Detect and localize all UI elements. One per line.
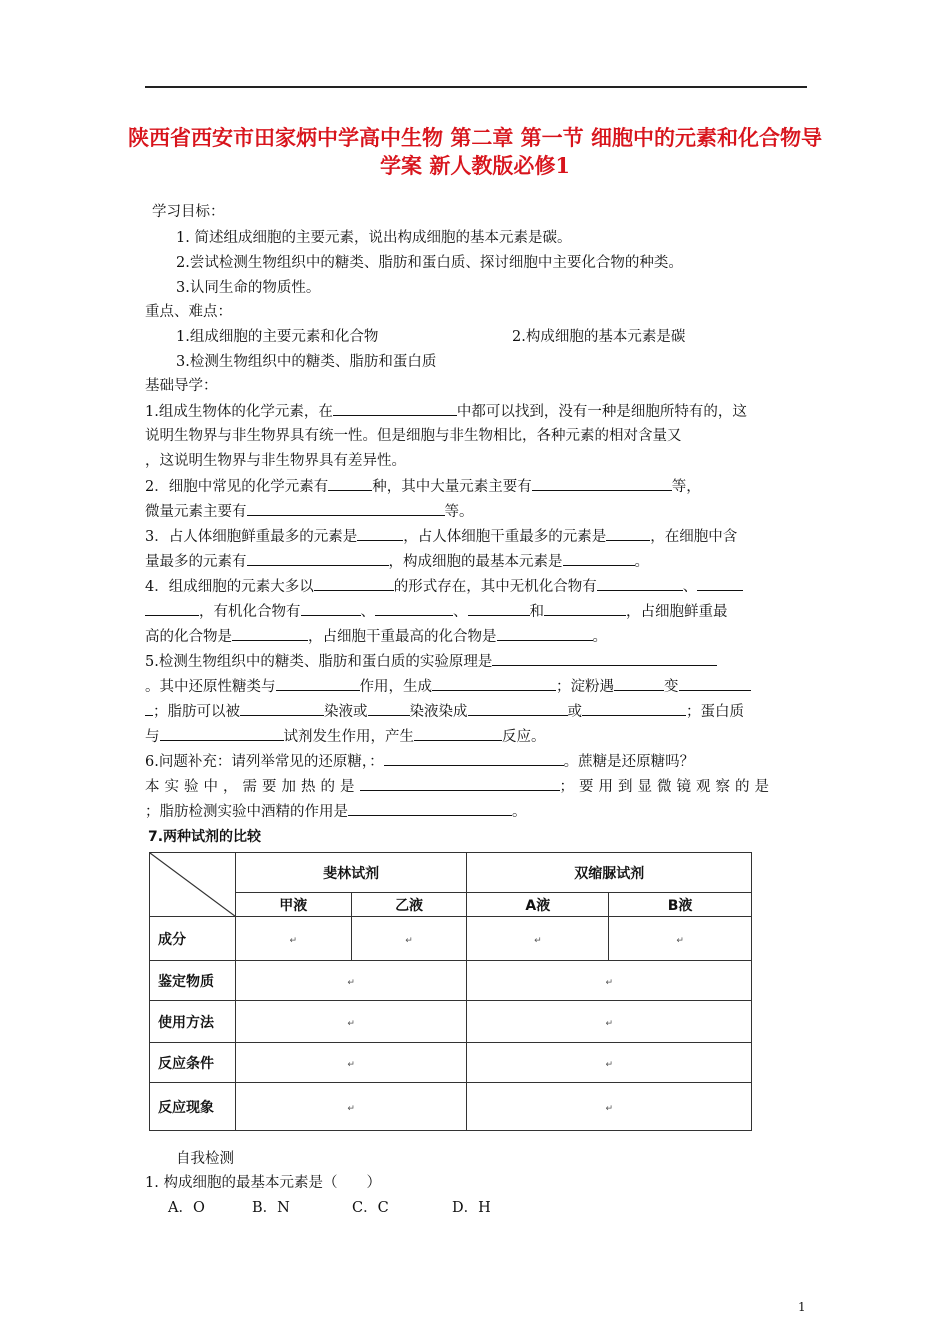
table-cell[interactable]: ↵ [467, 1083, 752, 1131]
question-4-line-1: 4．组成细胞的元素大多以 的形式存在，其中无机化合物有 、 [145, 576, 743, 597]
answer-blank[interactable] [468, 701, 568, 716]
option-c[interactable]: C．C [352, 1200, 389, 1216]
question-1-line-2: 说明生物界与非生物界具有统一性。但是细胞与非生物相比，各种元素的相对含量又 [145, 428, 682, 444]
question-6-line-2: 本实验中，需要加热的是 ；要用到显微镜观察的是 [145, 776, 774, 797]
table-title: 7.两种试剂的比较 [148, 829, 262, 845]
table-cell[interactable]: ↵ [467, 1043, 752, 1083]
answer-blank[interactable] [360, 776, 560, 791]
answer-blank[interactable] [348, 801, 512, 816]
row-head-usage: 使用方法 [150, 1001, 236, 1043]
answer-blank[interactable] [301, 601, 361, 616]
answer-blank[interactable] [276, 676, 360, 691]
option-d[interactable]: D．H [452, 1200, 491, 1216]
basics-heading: 基础导学： [145, 378, 218, 394]
question-5-line-1: 5.检测生物组织中的糖类、脂肪和蛋白质的实验原理是 [145, 651, 717, 672]
answer-blank[interactable] [232, 626, 308, 641]
answer-blank[interactable] [328, 476, 372, 491]
answer-blank[interactable] [606, 526, 650, 541]
question-2-line-1: 2．细胞中常见的化学元素有 种，其中大量元素主要有 等， [145, 476, 701, 497]
answer-blank[interactable] [468, 601, 530, 616]
table-cell[interactable]: ↵ [235, 1043, 467, 1083]
question-3-line-1: 3．占人体细胞鲜重最多的元素是 ，占人体细胞干重最多的元素是 ，在细胞中含 [145, 526, 737, 547]
question-4-line-2: ，有机化合物有 、 、 和 ，占细胞鲜重最 [145, 601, 728, 622]
table-cell[interactable]: ↵ [609, 917, 752, 961]
header-solution-a-fehling: 甲液 [235, 893, 351, 917]
answer-blank[interactable] [679, 676, 751, 691]
header-solution-b-fehling: 乙液 [351, 893, 467, 917]
keypoint-item: 1.组成细胞的主要元素和化合物 [176, 329, 379, 345]
answer-blank[interactable] [314, 576, 394, 591]
row-head-condition: 反应条件 [150, 1043, 236, 1083]
objective-item: 2.尝试检测生物组织中的糖类、脂肪和蛋白质、探讨细胞中主要化合物的种类。 [176, 255, 683, 271]
reagent-comparison-table [149, 852, 752, 1131]
corner-cell [150, 853, 236, 917]
answer-blank[interactable] [697, 576, 743, 591]
question-5-line-3: ；脂肪可以被 染液或 染液染成 或 ；蛋白质 [145, 701, 744, 722]
table-cell[interactable]: ↵ [235, 1083, 467, 1131]
question-2-line-2: 微量元素主要有 等。 [145, 501, 474, 522]
header-rule [145, 86, 807, 88]
selfcheck-heading: 自我检测 [176, 1151, 234, 1167]
header-solution-a-biuret: A液 [467, 893, 609, 917]
page-number: 1 [798, 1300, 806, 1314]
answer-blank[interactable] [432, 676, 556, 691]
table-cell[interactable]: ↵ [467, 917, 609, 961]
question-1-line-1: 1.组成生物体的化学元素，在 中都可以找到，没有一种是细胞所特有的，这 [145, 401, 747, 422]
table-cell[interactable]: ↵ [235, 1001, 467, 1043]
question-1-line-3: ，这说明生物界与非生物界具有差异性。 [145, 453, 406, 469]
table-cell[interactable]: ↵ [235, 917, 351, 961]
answer-blank[interactable] [414, 726, 502, 741]
answer-blank[interactable] [582, 701, 686, 716]
answer-blank[interactable] [614, 676, 664, 691]
answer-blank[interactable] [160, 726, 284, 741]
header-solution-b-biuret: B液 [609, 893, 752, 917]
row-head-target: 鉴定物质 [150, 961, 236, 1001]
diagonal-line [150, 853, 235, 916]
answer-blank[interactable] [145, 601, 199, 616]
answer-blank[interactable] [532, 476, 672, 491]
answer-blank[interactable] [492, 651, 717, 666]
option-b[interactable]: B．N [252, 1200, 290, 1216]
answer-blank[interactable] [368, 701, 410, 716]
table-cell[interactable]: ↵ [235, 961, 467, 1001]
document-title: 陕西省西安市田家炳中学高中生物 第二章 第一节 细胞中的元素和化合物导学案 新人教版必修1 [128, 125, 822, 178]
question-6-line-1: 6.问题补充：请列举常见的还原糖，： 。蔗糖是还原糖吗？ [145, 751, 694, 772]
answer-blank[interactable] [247, 551, 389, 566]
answer-blank[interactable] [384, 751, 564, 766]
answer-blank[interactable] [247, 501, 445, 516]
table-cell[interactable]: ↵ [467, 961, 752, 1001]
answer-blank[interactable] [597, 576, 683, 591]
question-6-line-3: ；脂肪检测实验中酒精的作用是 。 [145, 801, 527, 822]
question-5-line-2: 。其中还原性糖类与 作用，生成 ；淀粉遇 变 [145, 676, 751, 697]
row-head-composition: 成分 [150, 917, 236, 961]
selfcheck-question-1: 1. 构成细胞的最基本元素是（ ） [145, 1175, 381, 1191]
answer-blank[interactable] [357, 526, 403, 541]
answer-blank[interactable] [563, 551, 635, 566]
row-head-phenomenon: 反应现象 [150, 1083, 236, 1131]
option-a[interactable]: A．O [168, 1200, 205, 1216]
table-cell[interactable]: ↵ [467, 1001, 752, 1043]
answer-blank[interactable] [333, 401, 457, 416]
answer-blank[interactable] [497, 626, 593, 641]
keypoint-item: 2.构成细胞的基本元素是碳 [512, 329, 686, 345]
answer-blank[interactable] [375, 601, 453, 616]
objective-item: 1. 简述组成细胞的主要元素，说出构成细胞的基本元素是碳。 [176, 230, 572, 246]
table-cell[interactable]: ↵ [351, 917, 467, 961]
answer-blank[interactable] [240, 701, 324, 716]
answer-blank[interactable] [145, 701, 153, 716]
objective-item: 3.认同生命的物质性。 [176, 280, 321, 296]
header-fehling: 斐林试剂 [235, 853, 467, 893]
header-biuret: 双缩脲试剂 [467, 853, 752, 893]
question-3-line-2: 量最多的元素有 ，构成细胞的最基本元素是 。 [145, 551, 649, 572]
keypoints-heading: 重点、难点： [145, 304, 232, 320]
answer-blank[interactable] [544, 601, 626, 616]
question-5-line-4: 与 试剂发生作用，产生 反应。 [145, 726, 546, 747]
keypoint-item: 3.检测生物组织中的糖类、脂肪和蛋白质 [176, 354, 437, 370]
objectives-heading: 学习目标： [152, 204, 225, 220]
question-4-line-3: 高的化合物是 ，占细胞干重最高的化合物是 。 [145, 626, 607, 647]
